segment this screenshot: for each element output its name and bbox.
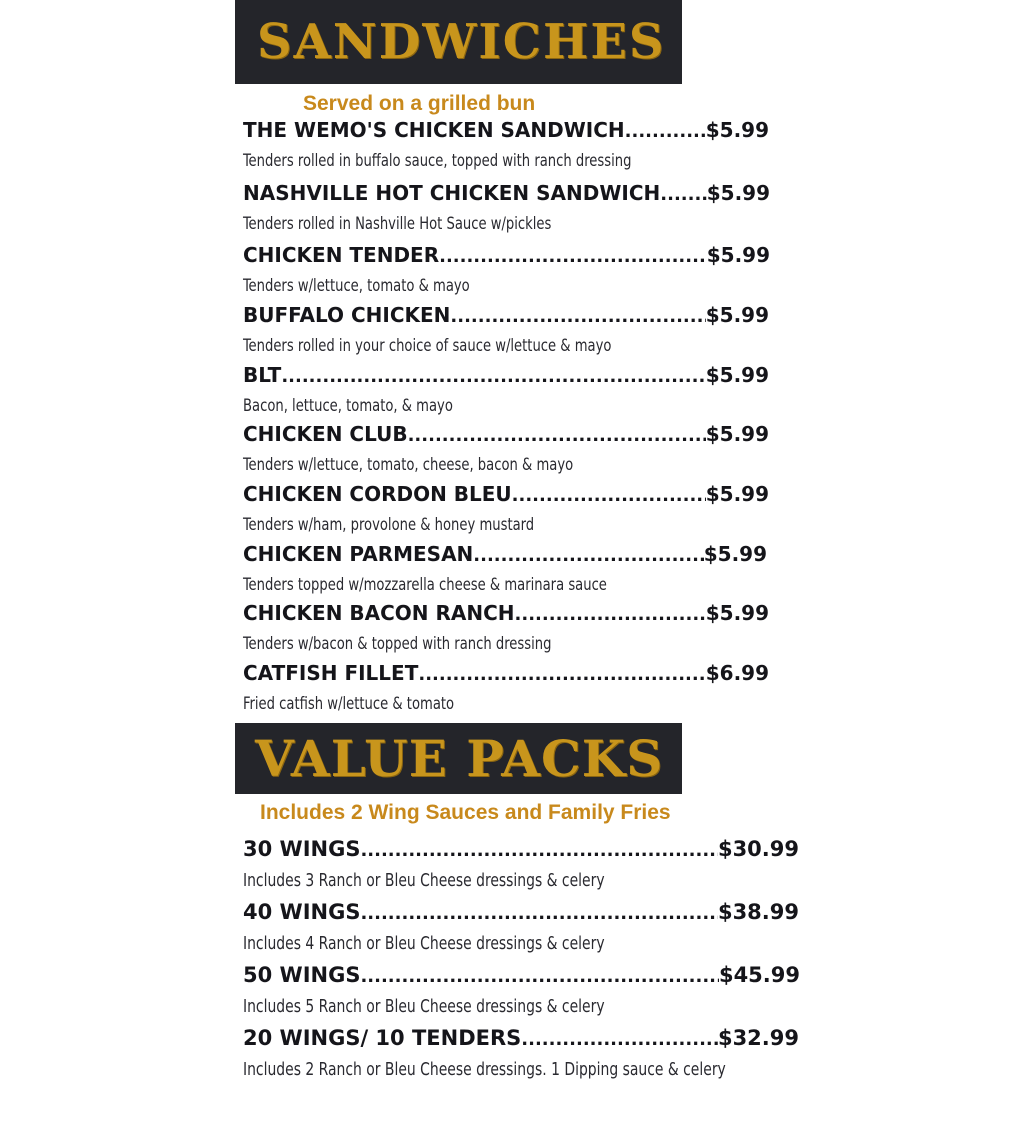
item-name: 40 WINGS <box>243 900 361 924</box>
menu-item <box>243 180 770 206</box>
dot-leader <box>660 182 706 208</box>
item-price: $6.99 <box>705 661 769 685</box>
value-packs-banner <box>235 723 682 794</box>
item-description: Includes 2 Ranch or Bleu Cheese dressings. 1 Dipping sauce & celery <box>243 1059 726 1080</box>
dot-leader <box>418 662 705 688</box>
item-description: Includes 3 Ranch or Bleu Cheese dressings & celery <box>243 870 605 891</box>
item-description: Tenders w/lettuce, tomato, cheese, bacon & mayo <box>243 455 574 475</box>
sandwiches-title: SANDWICHES <box>257 14 666 70</box>
item-description: Tenders w/lettuce, tomato & mayo <box>243 276 470 296</box>
item-price: $5.99 <box>705 118 769 142</box>
item-name: CHICKEN CLUB <box>243 422 408 446</box>
item-description: Includes 5 Ranch or Bleu Cheese dressings & celery <box>243 996 605 1017</box>
menu-item <box>243 899 799 925</box>
item-description: Tenders topped w/mozzarella cheese & marinara sauce <box>243 575 607 595</box>
menu-item <box>243 242 770 268</box>
menu-item <box>243 117 769 143</box>
menu-item <box>243 600 769 626</box>
item-name: 20 WINGS/ 10 TENDERS <box>243 1026 522 1050</box>
menu-item <box>243 660 769 686</box>
item-description: Includes 4 Ranch or Bleu Cheese dressings & celery <box>243 933 605 954</box>
item-name: NASHVILLE HOT CHICKEN SANDWICH <box>243 181 661 205</box>
item-name: CATFISH FILLET <box>243 661 419 685</box>
dot-leader <box>521 1027 718 1053</box>
menu-item <box>243 421 769 447</box>
sandwiches-subtitle: Served on a grilled bun <box>303 92 536 115</box>
item-description: Tenders rolled in Nashville Hot Sauce w/pickles <box>243 214 552 234</box>
item-name: CHICKEN TENDER <box>243 243 440 267</box>
item-price: $5.99 <box>705 422 769 446</box>
dot-leader <box>408 423 706 449</box>
item-name: 30 WINGS <box>243 837 361 861</box>
dot-leader <box>360 838 718 864</box>
item-description: Tenders w/ham, provolone & honey mustard <box>243 515 535 535</box>
sandwiches-banner <box>235 0 682 84</box>
dot-leader <box>439 244 707 270</box>
menu-item <box>243 362 769 388</box>
dot-leader <box>473 543 703 569</box>
value-packs-subtitle: Includes 2 Wing Sauces and Family Fries <box>260 801 671 824</box>
item-price: $45.99 <box>718 963 800 987</box>
item-price: $32.99 <box>717 1026 799 1050</box>
item-price: $38.99 <box>717 900 799 924</box>
item-price: $5.99 <box>705 482 769 506</box>
menu-item <box>243 962 800 988</box>
item-price: $5.99 <box>705 363 769 387</box>
item-name: THE WEMO'S CHICKEN SANDWICH <box>243 118 625 142</box>
item-name: CHICKEN PARMESAN <box>243 542 474 566</box>
value-packs-title: VALUE PACKS <box>255 728 664 788</box>
item-name: CHICKEN BACON RANCH <box>243 601 515 625</box>
item-name: BLT <box>243 363 282 387</box>
item-price: $5.99 <box>705 601 769 625</box>
menu-item <box>243 541 767 567</box>
dot-leader <box>512 483 706 509</box>
item-price: $5.99 <box>705 303 769 327</box>
item-price: $5.99 <box>706 243 770 267</box>
item-name: CHICKEN CORDON BLEU <box>243 482 512 506</box>
dot-leader <box>515 602 706 628</box>
dot-leader <box>625 119 706 145</box>
menu-item <box>243 1025 799 1051</box>
item-description: Tenders w/bacon & topped with ranch dressing <box>243 634 552 654</box>
item-description: Fried catfish w/lettuce & tomato <box>243 694 455 714</box>
item-price: $30.99 <box>717 837 799 861</box>
dot-leader <box>360 901 718 927</box>
dot-leader <box>360 964 719 990</box>
item-description: Tenders rolled in your choice of sauce w/lettuce & mayo <box>243 336 612 356</box>
menu-item <box>243 302 769 328</box>
menu-item <box>243 481 769 507</box>
item-price: $5.99 <box>706 181 770 205</box>
item-name: BUFFALO CHICKEN <box>243 303 451 327</box>
item-price: $5.99 <box>703 542 767 566</box>
dot-leader <box>281 364 705 390</box>
dot-leader <box>450 304 705 330</box>
item-name: 50 WINGS <box>243 963 361 987</box>
menu-item <box>243 836 799 862</box>
item-description: Tenders rolled in buffalo sauce, topped with ranch dressing <box>243 151 632 171</box>
item-description: Bacon, lettuce, tomato, & mayo <box>243 396 453 416</box>
